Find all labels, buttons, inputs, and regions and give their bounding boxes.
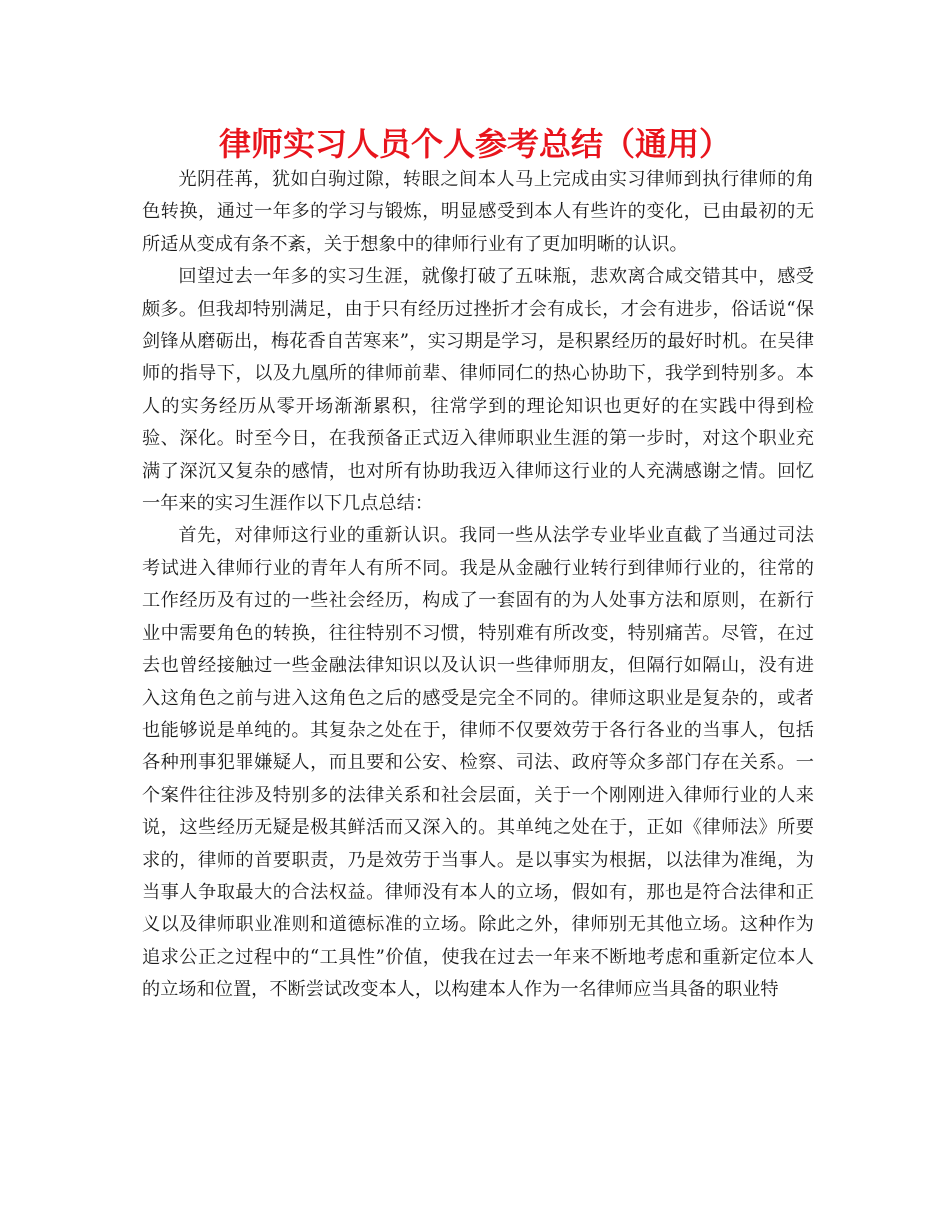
document-body [142,164,814,1007]
document-title: 律师实习人员个人参考总结（通用） [218,125,731,163]
paragraph-first-point: 首先，对律师这行业的重新认识。我同一些从法学专业毕业直截了当通过司法考试进入律师行业的青年人有所不同。我是从金融行业转行到律师行业的，往常的工作经历及有过的一些社会经历，构成了一套固有的为人处事方法和原则，在新行业中需要角色的转换，往往特别不习惯，特别难有所改变，特别痛苦。尽管，在过去也曾经接触过一些金融法律知识以及认识一些律师朋友，但隔行如隔山，没有进入这角色之前与进入这角色之后的感受是完全不同的。律师这职业是复杂的，或者也能够说是单纯的。其复杂之处在于，律师不仅要效劳于各行各业的当事人，包括各种刑事犯罪嫌疑人，而且要和公安、检察、司法、政府等众多部门存在关系。一个案件往往涉及特别多的法律关系和社会层面，关于一个刚刚进入律师行业的人来说，这些经历无疑是极其鲜活而又深入的。其单纯之处在于，正如《律师法》所要求的，律师的首要职责，乃是效劳于当事人。是以事实为根据，以法律为准绳，为当事人争取最大的合法权益。律师没有本人的立场，假如有，那也是符合法律和正义以及律师职业准则和道德标准的立场。除此之外，律师别无其他立场。这种作为追求公正之过程中的“工具性”价值，使我在过去一年来不断地考虑和重新定位本人的立场和位置，不断尝试改变本人，以构建本人作为一名律师应当具备的职业特 [142,525,814,1001]
paragraph-review: 回望过去一年多的实习生涯，就像打破了五味瓶，悲欢离合咸交错其中，感受颇多。但我却特别满足，由于只有经历过挫折才会有成长，才会有进步，俗话说“保剑锋从磨砺出，梅花香自苦寒来”，实习期是学习，是积累经历的最好时机。在吴律师的指导下，以及九凰所的律师前辈、律师同仁的热心协助下，我学到特别多。本人的实务经历从零开场渐渐累积，往常学到的理论知识也更好的在实践中得到检验、深化。时至今日，在我预备正式迈入律师职业生涯的第一步时，对这个职业充满了深沉又复杂的感情，也对所有协助我迈入律师这行业的人充满感谢之情。回忆一年来的实习生涯作以下几点总结： [142,266,814,515]
paragraph-intro: 光阴荏苒，犹如白驹过隙，转眼之间本人马上完成由实习律师到执行律师的角色转换，通过一年多的学习与锻炼，明显感受到本人有些许的变化，已由最初的无所适从变成有条不紊，关于想象中的律师行业有了更加明晰的认识。 [142,169,814,255]
